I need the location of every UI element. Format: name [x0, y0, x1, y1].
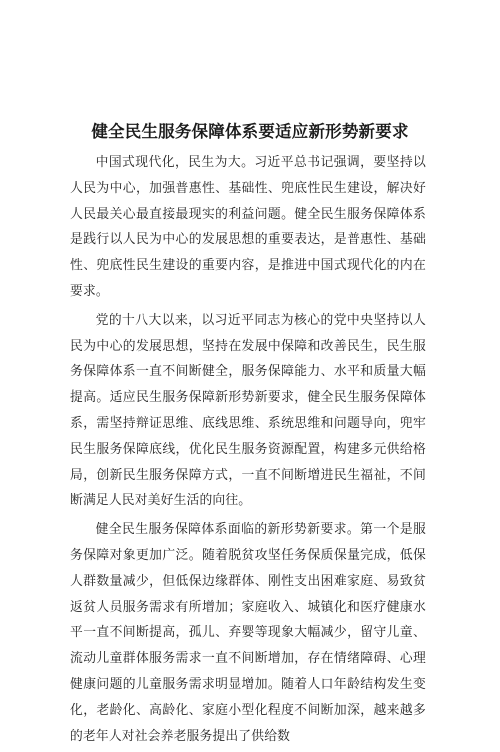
paragraph-1: 中国式现代化，民生为大。习近平总书记强调，要坚持以人民为中心，加强普惠性、基础性、兜底性民生建设，解决好人民最关心最直接最现实的利益问题。健全民生服务保障体系是践行以人民为中心的发展思想的重要表达，是普惠性、基础性、兜底性民生建设的重要内容，是推进中国式现代化的内在要求。 [70, 155, 426, 299]
paragraph-3: 健全民生服务保障体系面临的新形势新要求。第一个是服务保障对象更加广泛。随着脱贫攻坚任务保质保量完成，低保人群数量减少，但低保边缘群体、刚性支出困难家庭、易致贫返贫人员服务需求有所增加；家庭收入、城镇化和医疗健康水平一直不间断提高，孤儿、弃婴等现象大幅减少，留守儿童、流动儿童群体服务需求一直不间断增加，存在情绪障碍、心理健康问题的儿童服务需求明显增加。随着人口年龄结构发生变化，老龄化、高龄化、家庭小型化程度不间断加深，越来越多的老年人对社会养老服务提出了供给数 [70, 522, 426, 744]
document-body [70, 150, 426, 752]
document-title: 健全民生服务保障体系要适应新形势新要求 [91, 122, 409, 141]
paragraph-2: 党的十八大以来，以习近平同志为核心的党中央坚持以人民为中心的发展思想，坚持在发展中保障和改善民生，民生服务保障体系一直不间断健全，服务保障能力、水平和质量大幅提高。适应民生服务保障新形势新要求，健全民生服务保障体系，需坚持辩证思维、底线思维、系统思维和问题导向，兜牢民生服务保障底线，优化民生服务资源配置，构建多元供给格局，创新民生服务保障方式，一直不间断增进民生福祉，不间断满足人民对美好生活的向往。 [70, 312, 426, 509]
